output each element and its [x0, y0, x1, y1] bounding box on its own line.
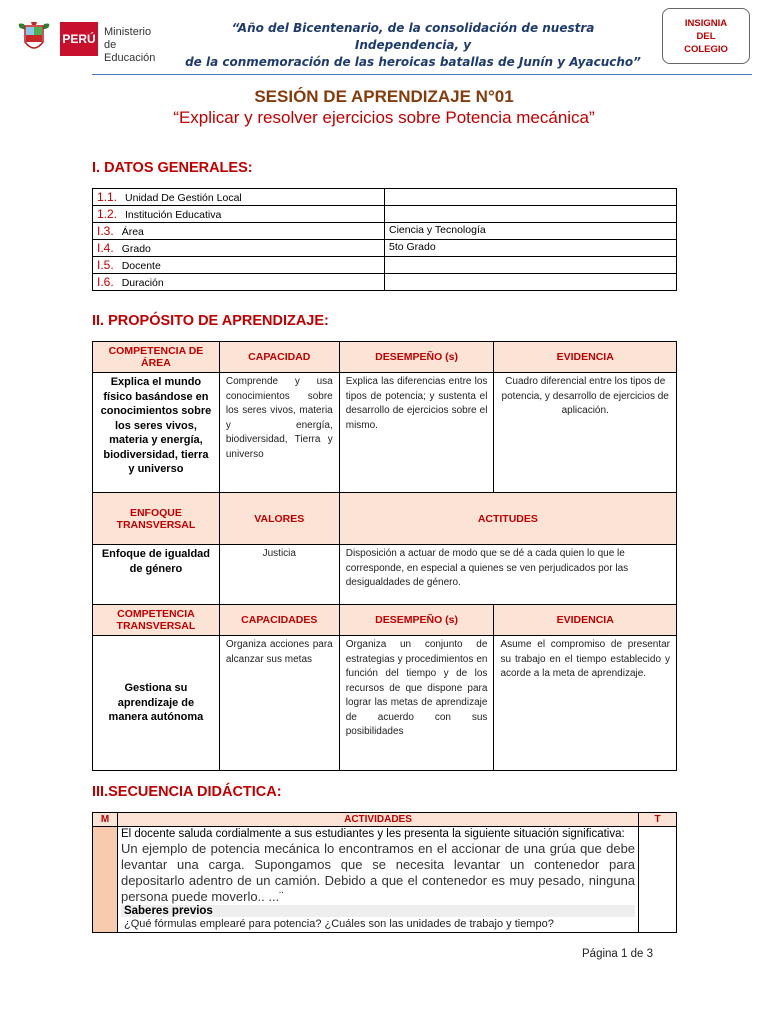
prior-knowledge-label: Saberes previos — [121, 905, 635, 917]
table-row: I.4. Grado 5to Grado — [93, 240, 677, 257]
table-row: Gestiona su aprendizaje de manera autónoma Organiza acciones para alcanzar sus metas Organiza un conjunto de estrategias y procedimientos en función del tiempo y de los recursos de que dispone para lograr las metas de aprendizaje de acuerdo con sus posibilidades Asume el compromiso de presentar su trabajo en el tiempo establecido y acorde a la meta de aprendizaje. — [93, 636, 677, 771]
ministry-logo — [12, 18, 160, 64]
header-divider — [92, 74, 752, 75]
ministry-name: Ministerio de Educación — [104, 26, 156, 64]
situation-intro: El docente saluda cordialmente a sus estudiantes y les presenta la siguiente situación significativa: — [120, 828, 625, 840]
prior-knowledge-question: ¿Qué fórmulas emplearé para potencia? ¿Cuáles son las unidades de trabajo y tiempo? — [123, 918, 554, 930]
situation-text: Un ejemplo de potencia mecánica lo encontramos en el accionar de una grúa que debe levantar una carga. Supongamos que se necesita levantar un contenedor para depositarlo adentro de un camión. Debido a que el contenedor es muy pesado, ninguna persona puede moverlo.. ...¨ — [120, 841, 636, 904]
table-row: 1.1. Unidad De Gestión Local — [93, 189, 677, 206]
time-cell — [639, 827, 677, 933]
page-header — [0, 0, 768, 78]
activities-cell — [117, 827, 638, 933]
table-row: I.5. Docente — [93, 257, 677, 274]
school-insignia-box: INSIGNIA DEL COLEGIO — [662, 8, 750, 64]
session-subtitle: “Explicar y resolver ejercicios sobre Potencia mecánica” — [173, 108, 595, 127]
table-header-row: COMPETENCIA TRANSVERSAL CAPACIDADES DESEMPEÑO (s) EVIDENCIA — [93, 605, 677, 636]
page-number: Página 1 de 3 — [582, 948, 653, 960]
table-row: Explica el mundo físico basándose en conocimientos sobre los seres vivos, materia y energía, biodiversidad, tierra y universo Comprende y usa conocimientos sobre los seres vivos, materia y energía, biodiversidad, Tierra y universo Explica las diferencias entre los tipos de potencia; y sustenta el desarrollo de ejercicios sobre el mismo. Cuadro diferencial entre los tipos de potencia, y desarrollo de ejercicios de aplicación. — [93, 373, 677, 493]
table-header-row: M ACTIVIDADES T — [93, 813, 677, 827]
table-header-row: ENFOQUE TRANSVERSAL VALORES ACTITUDES — [93, 493, 677, 545]
table-row: 1.2. Institución Educativa — [93, 206, 677, 223]
year-motto: “Año del Bicentenario, de la consolidación de nuestra Independencia, y de la conmemoración de las heroicas batallas de Junín y Ayacucho” — [185, 21, 641, 69]
table-row: I.3. Área Ciencia y Tecnología — [93, 223, 677, 240]
moment-cell — [93, 827, 118, 933]
table-row: I.6. Duración — [93, 274, 677, 291]
learning-purpose-table — [92, 341, 677, 771]
general-data-table — [92, 188, 677, 291]
country-label: PERÚ — [60, 22, 98, 56]
section-general-data-heading: I. DATOS GENERALES: — [92, 160, 253, 176]
table-row: Enfoque de igualdad de género Justicia Disposición a actuar de modo que se dé a cada quien lo que le corresponde, en especial a quienes se ven perjudicados por las desigualdades de género. — [93, 545, 677, 605]
section-didactic-sequence-heading: III.SECUENCIA DIDÁCTICA: — [92, 784, 282, 800]
coat-of-arms-icon — [12, 20, 56, 58]
section-purpose-heading: II. PROPÓSITO DE APRENDIZAJE: — [92, 313, 329, 329]
session-title: SESIÓN DE APRENDIZAJE N°01 — [254, 87, 514, 106]
didactic-sequence-table — [92, 812, 677, 933]
table-row — [93, 827, 677, 933]
table-header-row: COMPETENCIA DE ÁREA CAPACIDAD DESEMPEÑO (s) EVIDENCIA — [93, 342, 677, 373]
